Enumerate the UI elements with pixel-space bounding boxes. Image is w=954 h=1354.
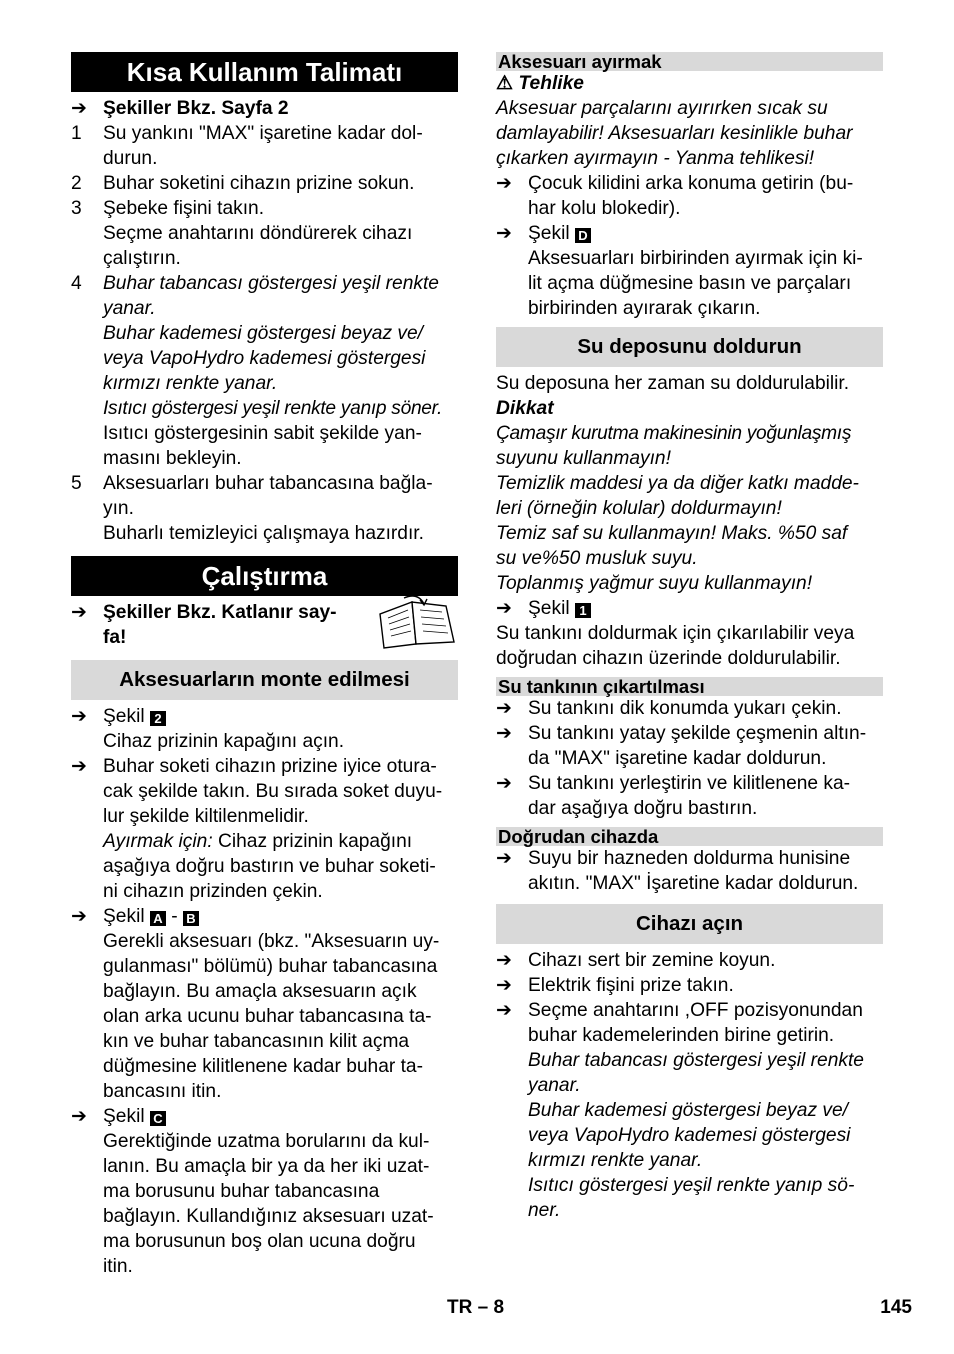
list-item: Şekil 1 [528,596,883,621]
arrow-right-icon: ➔ [496,723,513,744]
subheading-remove-accessory: Aksesuarı ayırmak [496,52,883,71]
list-item: Şekil D Aksesuarları birbirinden ayırmak için ki- lit açma düğmesine basın ve parçaları birbirinden ayırarak çıkarın. [528,223,863,319]
arrow-right-icon: ➔ [496,223,513,244]
list-item: Cihazı sert bir zemine koyun. [528,950,776,971]
list-item: Su tankını yatay şekilde çeşmenin altın- da "MAX" işaretine kadar doldurun. [528,723,867,769]
list-item: Elektrik fişini prize takın. [528,975,734,996]
list-item: Çocuk kilidini arka konuma getirin (bu- har kolu blokedir). [528,173,854,219]
step-number: 2 [71,173,82,194]
danger-text: Aksesuar parçalarını ayırırken sıcak su damlayabilir! Aksesuarları kesinlikle buhar çıkarken ayırmayın - Yanma tehlikesi! [496,98,853,169]
arrow-right-icon: ➔ [71,906,88,927]
left-column [71,52,458,1279]
danger-label: ⚠ Tehlike [496,73,584,94]
list-item: Su tankını dik konumda yukarı çekin. [528,698,842,719]
subsection-heading-mount-accessories: Aksesuarların monte edilmesi [71,660,458,700]
open-book-icon [374,594,458,650]
section-heading-quick-guide: Kısa Kullanım Talimatı [71,52,458,92]
arrow-right-icon: ➔ [71,602,88,623]
subheading-directly-on-device: Doğrudan cihazda [496,827,883,846]
subheading-remove-tank: Su tankının çıkartılması [496,677,883,696]
step-number: 4 [71,273,82,294]
paragraph: Su deposuna her zaman su doldurulabilir. [496,373,850,394]
figure-label: 2 [150,711,166,726]
section-heading-operation: Çalıştırma [71,556,458,596]
page-number: 145 [880,1297,912,1318]
step-number: 3 [71,198,82,219]
list-item: Şekil 2 Cihaz prizinin kapağını açın. [103,706,345,752]
subsection-heading-switch-on: Cihazı açın [496,904,883,944]
foldout-reference: Şekiller Bkz. Katlanır say- fa! [103,602,337,648]
arrow-right-icon: ➔ [496,848,513,869]
arrow-right-icon: ➔ [496,773,513,794]
step-text: Buhar tabancası göstergesi yeşil renkte yanar. Buhar kademesi göstergesi beyaz ve/ veya VapoHydro kademesi göstergesi kırmızı renkte yanar. Isıtıcı göstergesi yeşil renkte yanıp söner. Isıtıcı göstergesinin sabit şekilde yan- masını bekleyin. [103,273,443,469]
list-item: Su tankını yerleştirin ve kilitlenene ka- dar aşağıya doğru bastırın. [528,773,851,819]
arrow-right-icon: ➔ [71,1106,88,1127]
arrow-right-icon: ➔ [71,706,88,727]
list-item: Suyu bir hazneden doldurma hunisine akıtın. "MAX" İşaretine kadar doldurun. [528,848,859,894]
figure-label: D [575,228,591,243]
list-item: Şekil A - B Gerekli aksesuarı (bkz. "Aksesuarın uy- gulanması" bölümü) buhar tabancasına bağlayın. Bu amaçla aksesuarın açık olan arka ucunu buhar tabancasına ta- kın ve buhar tabancasının kilit açma düğmesine kilitlenene kadar buhar ta- bancasını itin. [103,906,440,1102]
figure-reference: Şekiller Bkz. Sayfa 2 [103,98,289,119]
arrow-right-icon: ➔ [496,950,513,971]
footer-language-page: TR – 8 [447,1297,505,1318]
arrow-right-icon: ➔ [71,756,88,777]
step-number: 1 [71,123,82,144]
figure-label: 1 [575,603,591,618]
arrow-right-icon: ➔ [71,98,88,119]
figure-label: A [150,911,166,926]
warning-triangle-icon: ⚠ [496,73,514,94]
arrow-right-icon: ➔ [496,975,513,996]
caution-text: Çamaşır kurutma makinesinin yoğunlaşmış suyunu kullanmayın! Temizlik maddesi ya da diğer katkı madde- leri (örneğin kolular) doldurmayın! Temiz saf su kullanmayın! Maks. %50 saf su ve%50 musluk suyu. Toplanmış yağmur suyu kullanmayın! [496,423,859,594]
caution-label: Dikkat [496,398,554,419]
step-text: Buhar soketini cihazın prizine sokun. [103,173,415,194]
arrow-right-icon: ➔ [496,1000,513,1021]
arrow-right-icon: ➔ [496,173,513,194]
paragraph: Su tankını doldurmak için çıkarılabilir veya doğrudan cihazın üzerinde doldurulabilir. [496,623,855,669]
subsection-heading-fill-tank: Su deposunu doldurun [496,327,883,367]
arrow-right-icon: ➔ [496,598,513,619]
list-item: Buhar soketi cihazın prizine iyice otura- cak şekilde takın. Bu sırada soket duyu- lur şekilde kiltilenmelidir. Ayırmak için: Cihaz prizinin kapağını aşağıya doğru bastırın ve buhar soketi- ni cihazın prizinden çekin. [103,756,443,902]
step-number: 5 [71,473,82,494]
step-text: Su yankını "MAX" işaretine kadar dol- durun. [103,123,423,169]
right-column [496,52,883,1223]
arrow-right-icon: ➔ [496,698,513,719]
step-text: Aksesuarları buhar tabancasına bağla- yın. Buharlı temizleyici çalışmaya hazırdır. [103,473,433,544]
figure-label: B [183,911,199,926]
list-item: Şekil C Gerektiğinde uzatma borularını da kul- lanın. Bu amaçla bir ya da her iki uzat- ma borusunu buhar tabancasına bağlayın. Kullandığınız aksesuarı uzat- ma borusunun boş olan ucuna doğru itin. [103,1106,434,1277]
list-item: Seçme anahtarını ,OFF pozisyonundan buhar kademelerinden birine getirin. Buhar tabancası göstergesi yeşil renkte yanar. Buhar kademesi göstergesi beyaz ve/ veya VapoHydro kademesi göstergesi kırmızı renkte yanar. Isıtıcı göstergesi yeşil renkte yanıp sö- ner. [528,1000,864,1221]
step-text: Şebeke fişini takın. Seçme anahtarını döndürerek cihazı çalıştırın. [103,198,413,269]
figure-label: C [150,1111,166,1126]
